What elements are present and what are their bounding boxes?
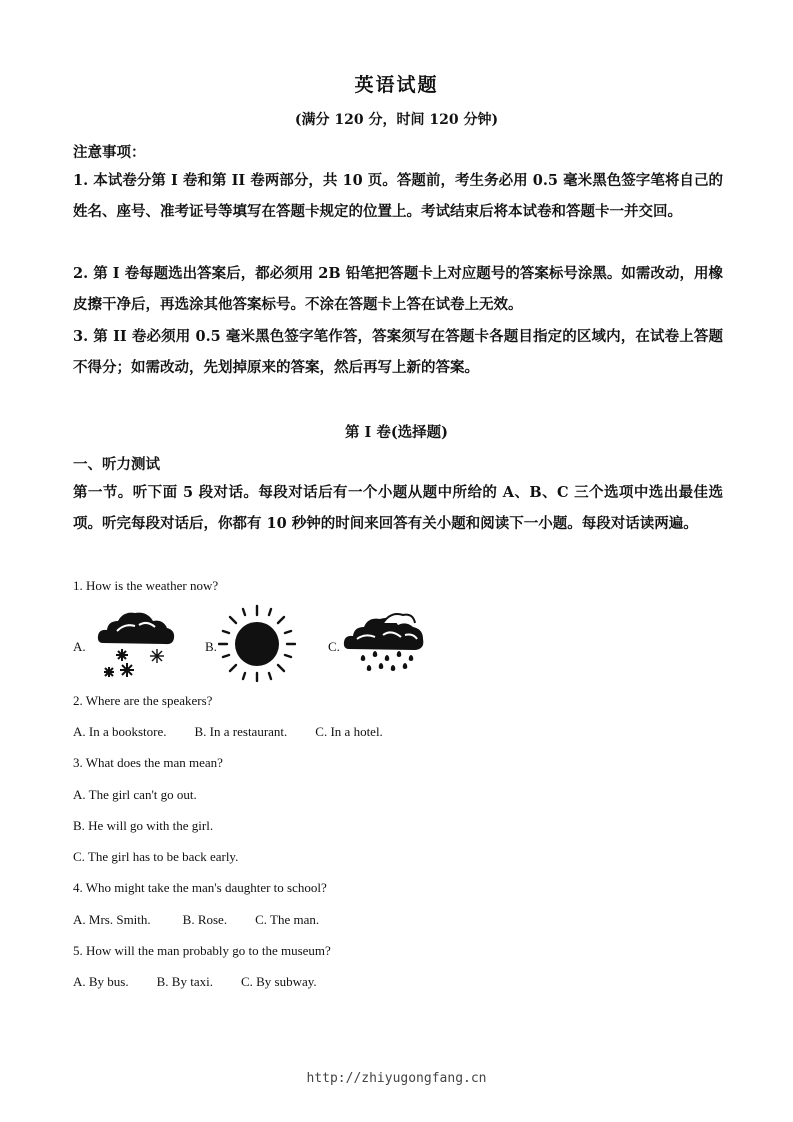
page-title: 英语试题 [354,74,439,96]
question-3-option-b[interactable]: B. He will go with the girl. [73,818,214,833]
exam-meta: (满分 120 分，时间 120 分钟) [294,112,499,128]
option-label: C. [328,639,340,654]
section-instructions: 第一节。听下面 5 段对话。每段对话后有一个小题从题中所给的 A、B、C 三个选项中选出最佳选项。听完每段对话后，你都有 10 秒钟的时间来回答有关小题和阅读下一小题。每段对话读两遍。 [73,484,723,532]
sun-icon [218,604,296,682]
question-2-option-b[interactable]: B. In a restaurant. [194,724,288,739]
question-4-options [73,912,319,928]
question-5-stem: 5. How will the man probably go to the museum? [73,943,331,958]
question-4-option-a[interactable]: A. Mrs. Smith. [73,912,151,927]
section-title: 第 I 卷(选择题) [344,424,449,441]
question-2-stem: 2. Where are the speakers? [73,693,213,708]
question-1-option-a[interactable] [73,636,86,655]
question-3-stem: 3. What does the man mean? [73,755,223,770]
question-5-option-b[interactable]: B. By taxi. [156,974,213,989]
question-3-option-a[interactable]: A. The girl can't go out. [73,787,197,802]
question-5-option-c[interactable]: C. By subway. [240,974,317,989]
notice-item-2: 2. 第 I 卷每题选出答案后，都必须用 2B 铅笔把答题卡上对应题号的答案标号涂黑。如需改动，用橡皮擦干净后，再选涂其他答案标号。不涂在答题卡上答在试卷上无效。 [73,265,723,313]
notes-heading: 注意事项： [73,144,146,161]
question-2-option-c[interactable]: C. In a hotel. [315,724,383,739]
question-5-options [73,974,317,990]
option-label: A. [73,639,86,654]
question-1-option-b[interactable] [205,636,217,655]
question-4-option-c[interactable]: C. The man. [255,912,320,927]
snow-cloud-icon [95,603,177,679]
notice-item-1: 1. 本试卷分第 I 卷和第 II 卷两部分，共 10 页。答题前，考生务必用 0.5 毫米黑色签字笔将自己的姓名、座号、准考证号等填写在答题卡规定的位置上。考试结束后将本试卷和答题卡一并交回。 [73,172,723,220]
footer-url: http://zhiyugongfang.cn [306,1071,487,1086]
question-4-option-b[interactable]: B. Rose. [182,912,228,927]
option-label: B. [205,639,217,654]
question-4-stem: 4. Who might take the man's daughter to school? [73,880,327,895]
question-2-option-a[interactable]: A. In a bookstore. [73,724,167,739]
question-2-options [73,724,383,740]
part-heading: 一、听力测试 [73,456,160,473]
question-5-option-a[interactable]: A. By bus. [73,974,129,989]
question-1-stem: 1. How is the weather now? [73,578,219,593]
question-3-option-c[interactable]: C. The girl has to be back early. [73,849,239,864]
question-1-option-c[interactable] [328,636,340,655]
notice-item-3: 3. 第 II 卷必须用 0.5 毫米黑色签字笔作答，答案须写在答题卡各题目指定的区域内，在试卷上答题不得分；如需改动，先划掉原来的答案，然后再写上新的答案。 [73,328,723,376]
rain-cloud-icon [343,609,427,673]
